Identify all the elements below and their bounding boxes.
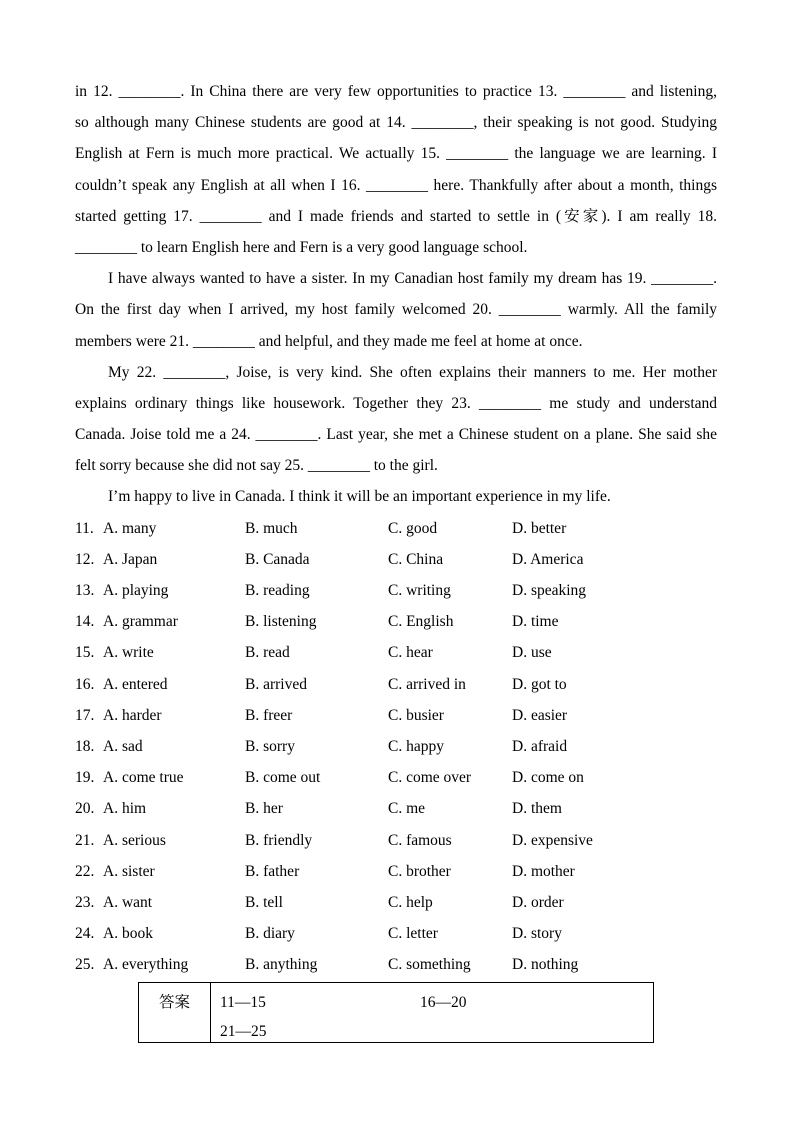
question-row bbox=[75, 637, 717, 668]
cloze-line: ________ to learn English here and Fern is a very good language school. bbox=[75, 238, 528, 256]
question-number: 18. bbox=[75, 737, 95, 755]
option-c: C. China bbox=[388, 550, 444, 568]
option-b: B. read bbox=[245, 644, 290, 662]
option-c: C. brother bbox=[388, 862, 451, 880]
option-a: A. sad bbox=[103, 737, 143, 755]
question-number: 21. bbox=[75, 831, 95, 849]
option-c: C. help bbox=[388, 893, 433, 911]
answer-row bbox=[220, 1017, 653, 1046]
option-d: D. America bbox=[512, 550, 584, 568]
option-a: A. sister bbox=[103, 862, 155, 880]
option-d: D. easier bbox=[512, 706, 568, 724]
option-a-cell bbox=[75, 825, 245, 856]
question-number: 17. bbox=[75, 706, 95, 724]
option-a-cell bbox=[75, 949, 245, 980]
question-row bbox=[75, 949, 717, 980]
option-a-cell bbox=[75, 575, 245, 606]
answer-range-11-15: 11—15 bbox=[220, 994, 266, 1011]
option-b: B. listening bbox=[245, 613, 317, 631]
option-b: B. diary bbox=[245, 925, 295, 943]
option-c: C. famous bbox=[388, 831, 452, 849]
option-a: A. harder bbox=[103, 706, 162, 724]
option-d: D. afraid bbox=[512, 737, 568, 755]
question-row bbox=[75, 731, 717, 762]
option-d: D. nothing bbox=[512, 956, 579, 974]
option-a-cell bbox=[75, 793, 245, 824]
option-d: D. use bbox=[512, 644, 552, 662]
option-d: D. order bbox=[512, 893, 564, 911]
option-c: C. letter bbox=[388, 925, 438, 943]
question-number: 13. bbox=[75, 582, 95, 599]
cloze-line: couldn’t speak any English at all when I 16. ________ here. Thankfully after about a month, things bbox=[75, 176, 717, 194]
question-number: 22. bbox=[75, 862, 95, 880]
question-row bbox=[75, 700, 717, 731]
option-c: C. good bbox=[388, 519, 438, 537]
cloze-line: in 12. ________. In China there are very few opportunities to practice 13. ________ and listening, bbox=[75, 83, 717, 100]
question-row bbox=[75, 513, 717, 544]
option-a-cell bbox=[75, 918, 245, 949]
question-row bbox=[75, 575, 717, 606]
cloze-line: English at Fern is much more practical. We actually 15. ________ the language we are learning. I bbox=[75, 145, 717, 163]
option-b: B. reading bbox=[245, 582, 310, 599]
question-number: 19. bbox=[75, 769, 95, 787]
option-a: A. playing bbox=[103, 582, 169, 599]
option-d: D. better bbox=[512, 519, 567, 537]
question-number: 12. bbox=[75, 550, 95, 568]
option-d: D. expensive bbox=[512, 831, 593, 849]
question-row bbox=[75, 825, 717, 856]
option-c: C. hear bbox=[388, 644, 433, 662]
option-a-cell bbox=[75, 544, 245, 575]
option-a: A. entered bbox=[103, 675, 168, 693]
option-b: B. tell bbox=[245, 893, 283, 911]
option-a-cell bbox=[75, 856, 245, 887]
option-d: D. speaking bbox=[512, 582, 587, 599]
option-c: C. English bbox=[388, 613, 454, 631]
answer-row bbox=[220, 988, 653, 1017]
option-d: D. time bbox=[512, 613, 559, 631]
option-d: D. got to bbox=[512, 675, 567, 693]
answer-range-16-20: 16—20 bbox=[420, 994, 467, 1011]
option-a: A. come true bbox=[103, 769, 184, 787]
option-a: A. Japan bbox=[103, 550, 158, 568]
option-c: C. busier bbox=[388, 706, 444, 724]
option-a: A. book bbox=[103, 925, 153, 943]
option-a: A. want bbox=[103, 893, 153, 911]
option-c: C. me bbox=[388, 800, 426, 818]
option-a-cell bbox=[75, 637, 245, 668]
option-a-cell bbox=[75, 762, 245, 793]
question-number: 11. bbox=[75, 519, 94, 537]
answer-label: 答案 bbox=[158, 994, 190, 1011]
option-b: B. come out bbox=[245, 769, 321, 787]
cloze-line: I’m happy to live in Canada. I think it will be an important experience in my life. bbox=[108, 488, 611, 506]
cloze-line: On the first day when I arrived, my host family welcomed 20. ________ warmly. All the family bbox=[75, 301, 717, 319]
question-row bbox=[75, 669, 717, 700]
question-row bbox=[75, 793, 717, 824]
option-a: A. him bbox=[103, 800, 147, 818]
option-c: C. arrived in bbox=[388, 675, 466, 693]
question-row bbox=[75, 606, 717, 637]
question-row bbox=[75, 918, 717, 949]
answer-content-cell bbox=[211, 983, 653, 1042]
option-c: C. something bbox=[388, 956, 471, 974]
option-a-cell bbox=[75, 731, 245, 762]
option-b: B. her bbox=[245, 800, 283, 818]
option-a: A. grammar bbox=[103, 613, 178, 631]
option-b: B. much bbox=[245, 519, 298, 537]
option-a: A. serious bbox=[103, 831, 166, 849]
option-c: C. happy bbox=[388, 737, 444, 755]
option-d: D. come on bbox=[512, 769, 584, 787]
cloze-line: Canada. Joise told me a 24. ________. Last year, she met a Chinese student on a plane. She said she bbox=[75, 426, 717, 444]
answer-table bbox=[138, 982, 654, 1043]
question-number: 24. bbox=[75, 925, 95, 943]
question-row bbox=[75, 762, 717, 793]
option-d: D. them bbox=[512, 800, 562, 818]
option-b: B. friendly bbox=[245, 831, 313, 849]
question-number: 25. bbox=[75, 956, 95, 974]
option-a-cell bbox=[75, 606, 245, 637]
option-d: D. story bbox=[512, 925, 562, 943]
answer-label-cell bbox=[139, 983, 211, 1042]
option-b: B. Canada bbox=[245, 550, 310, 568]
option-b: B. anything bbox=[245, 956, 318, 974]
option-c: C. come over bbox=[388, 769, 472, 787]
cloze-line: felt sorry because she did not say 25. ________ to the girl. bbox=[75, 457, 438, 475]
document-content bbox=[75, 76, 717, 980]
option-b: B. father bbox=[245, 862, 300, 880]
option-c: C. writing bbox=[388, 582, 451, 599]
answer-range-21-25: 21—25 bbox=[220, 1023, 267, 1040]
option-a-cell bbox=[75, 513, 245, 544]
question-row bbox=[75, 544, 717, 575]
option-b: B. freer bbox=[245, 706, 293, 724]
option-a: A. many bbox=[103, 519, 157, 537]
question-number: 23. bbox=[75, 893, 95, 911]
option-a-cell bbox=[75, 700, 245, 731]
cloze-line: started getting 17. ________ and I made friends and started to settle in (安家). I am really 18. bbox=[75, 207, 717, 225]
question-number: 20. bbox=[75, 800, 95, 818]
option-b: B. sorry bbox=[245, 737, 295, 755]
option-a: A. write bbox=[103, 644, 154, 662]
option-b: B. arrived bbox=[245, 675, 307, 693]
cloze-line: explains ordinary things like housework. Together they 23. ________ me study and understand bbox=[75, 394, 717, 412]
cloze-line: members were 21. ________ and helpful, and they made me feel at home at once. bbox=[75, 332, 583, 350]
cloze-line: I have always wanted to have a sister. In my Canadian host family my dream has 19. ________. bbox=[108, 270, 717, 288]
question-number: 14. bbox=[75, 613, 95, 631]
question-number: 15. bbox=[75, 644, 95, 662]
cloze-line: My 22. ________, Joise, is very kind. She often explains their manners to me. Her mother bbox=[108, 363, 717, 381]
option-a-cell bbox=[75, 887, 245, 918]
cloze-line: so although many Chinese students are good at 14. ________, their speaking is not good. Studying bbox=[75, 114, 717, 132]
question-number: 16. bbox=[75, 675, 95, 693]
option-a-cell bbox=[75, 669, 245, 700]
option-a: A. everything bbox=[103, 956, 189, 974]
option-d: D. mother bbox=[512, 862, 575, 880]
question-row bbox=[75, 887, 717, 918]
question-row bbox=[75, 856, 717, 887]
